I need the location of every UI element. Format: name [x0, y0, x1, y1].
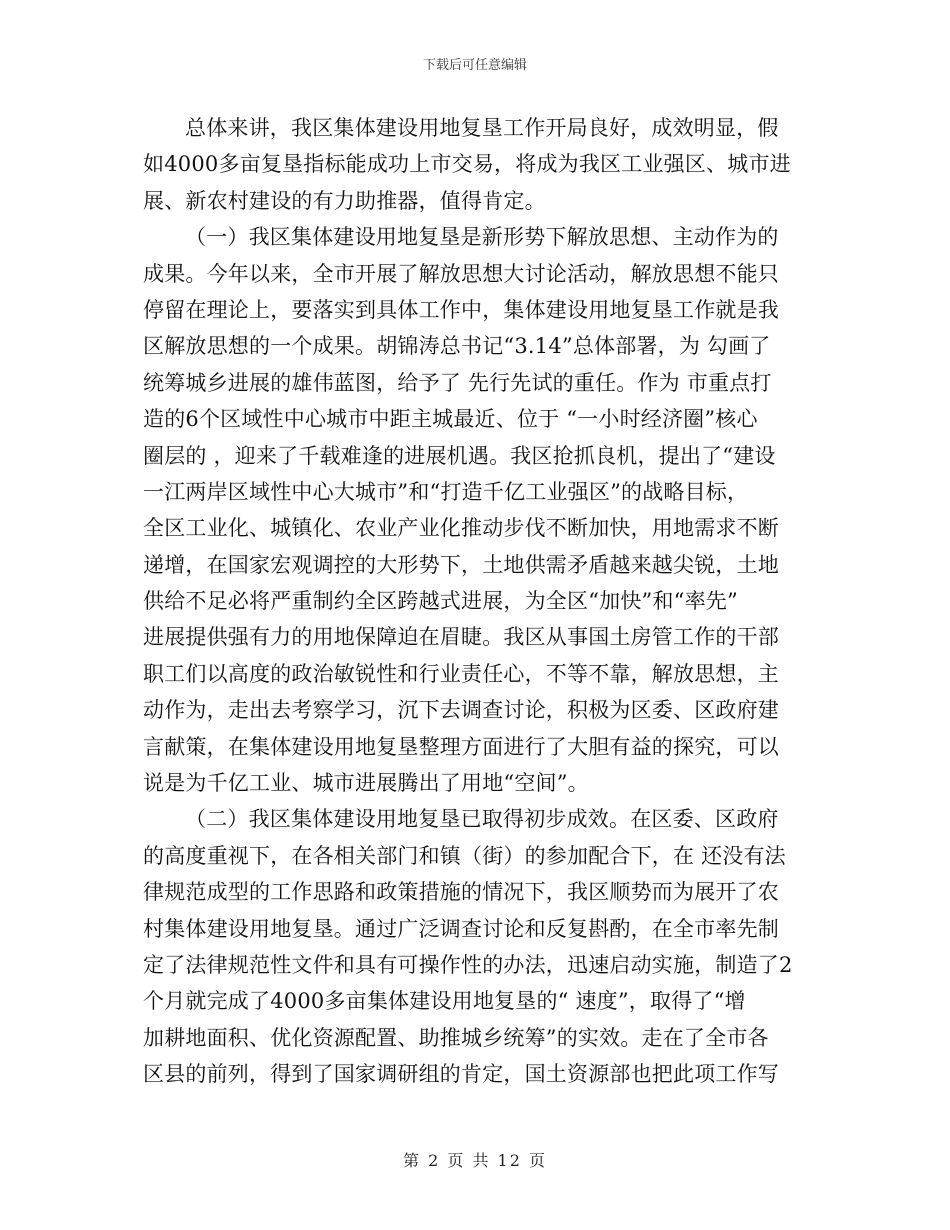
paragraph-line: 区县的前列，得到了国家调研组的肯定，国土资源部也把此项工作写	[143, 1062, 779, 1087]
page-footer: 第 2 页 共 12 页	[403, 1151, 547, 1170]
page-header: 下载后可任意编辑	[422, 58, 527, 73]
paragraph-line: 展、新农村建设的有力助推器，值得肯定。	[143, 188, 546, 213]
paragraph-line: （一）我区集体建设用地复垦是新形势下解放思想、主动作为的	[185, 225, 779, 250]
paragraph-line: 的高度重视下，在各相关部门和镇（街）的参加配合下，在 还没有法	[143, 843, 786, 868]
paragraph-line: 造的6个区域性中心城市中距主城最近、位于 “一小时经济圈”核心	[143, 407, 758, 432]
paragraph-line: 圈层的 ，迎来了千载难逢的进展机遇。我区抢抓良机，提出了“建设	[143, 443, 776, 468]
paragraph-line: 说是为千亿工业、城市进展腾出了用地“空间”。	[143, 771, 589, 796]
paragraph-line: 个月就完成了4000多亩集体建设用地复垦的“ 速度”，取得了“增	[143, 989, 746, 1014]
paragraph-line: 递增，在国家宏观调控的大形势下，土地供需矛盾越来越尖锐，土地	[143, 552, 779, 577]
paragraph-line: 总体来讲，我区集体建设用地复垦工作开局良好，成效明显，假	[185, 116, 779, 140]
paragraph-line: 言献策，在集体建设用地复垦整理方面进行了大胆有益的探究，可以	[143, 734, 779, 759]
paragraph-line: 全区工业化、城镇化、农业产业化推动步伐不断加快，用地需求不断	[143, 516, 779, 541]
paragraph-line: 进展提供强有力的用地保障迫在眉睫。我区从事国土房管工作的干部	[143, 625, 779, 650]
paragraph-line: 动作为，走出去考察学习，沉下去调查讨论，积极为区委、区政府建	[143, 698, 779, 723]
paragraph-line: 律规范成型的工作思路和政策措施的情况下，我区顺势而为展开了农	[143, 880, 779, 905]
paragraph-line: 定了法律规范性文件和具有可操作性的办法，迅速启动实施，制造了2	[143, 952, 793, 977]
paragraph-line: 成果。今年以来，全市开展了解放思想大讨论活动，解放思想不能只	[143, 261, 779, 286]
paragraph-line: 统筹城乡进展的雄伟蓝图，给予了 先行先试的重任。作为 市重点打	[143, 370, 772, 395]
paragraph-line: 职工们以高度的政治敏锐性和行业责任心，不等不靠，解放思想，主	[143, 661, 779, 686]
paragraph-line: 供给不足必将严重制约全区跨越式进展，为全区“加快”和“率先”	[143, 589, 738, 614]
document-body	[143, 110, 809, 1093]
paragraph-line: 加耕地面积、优化资源配置、助推城乡统筹”的实效。走在了全市各	[143, 1025, 769, 1050]
paragraph-line: 区解放思想的一个成果。胡锦涛总书记“3.14”总体部署，为 勾画了	[143, 334, 771, 359]
paragraph-line: 一江两岸区域性中心大城市”和“打造千亿工业强区”的战略目标，	[143, 479, 749, 504]
paragraph-line: （二）我区集体建设用地复垦已取得初步成效。在区委、区政府	[185, 807, 779, 832]
paragraph-line: 村集体建设用地复垦。通过广泛调查讨论和反复斟酌，在全市率先制	[143, 916, 779, 941]
paragraph-line: 停留在理论上，要落实到具体工作中，集体建设用地复垦工作就是我	[143, 297, 779, 322]
paragraph-line: 如4000多亩复垦指标能成功上市交易，将成为我区工业强区、城市进	[143, 152, 791, 177]
